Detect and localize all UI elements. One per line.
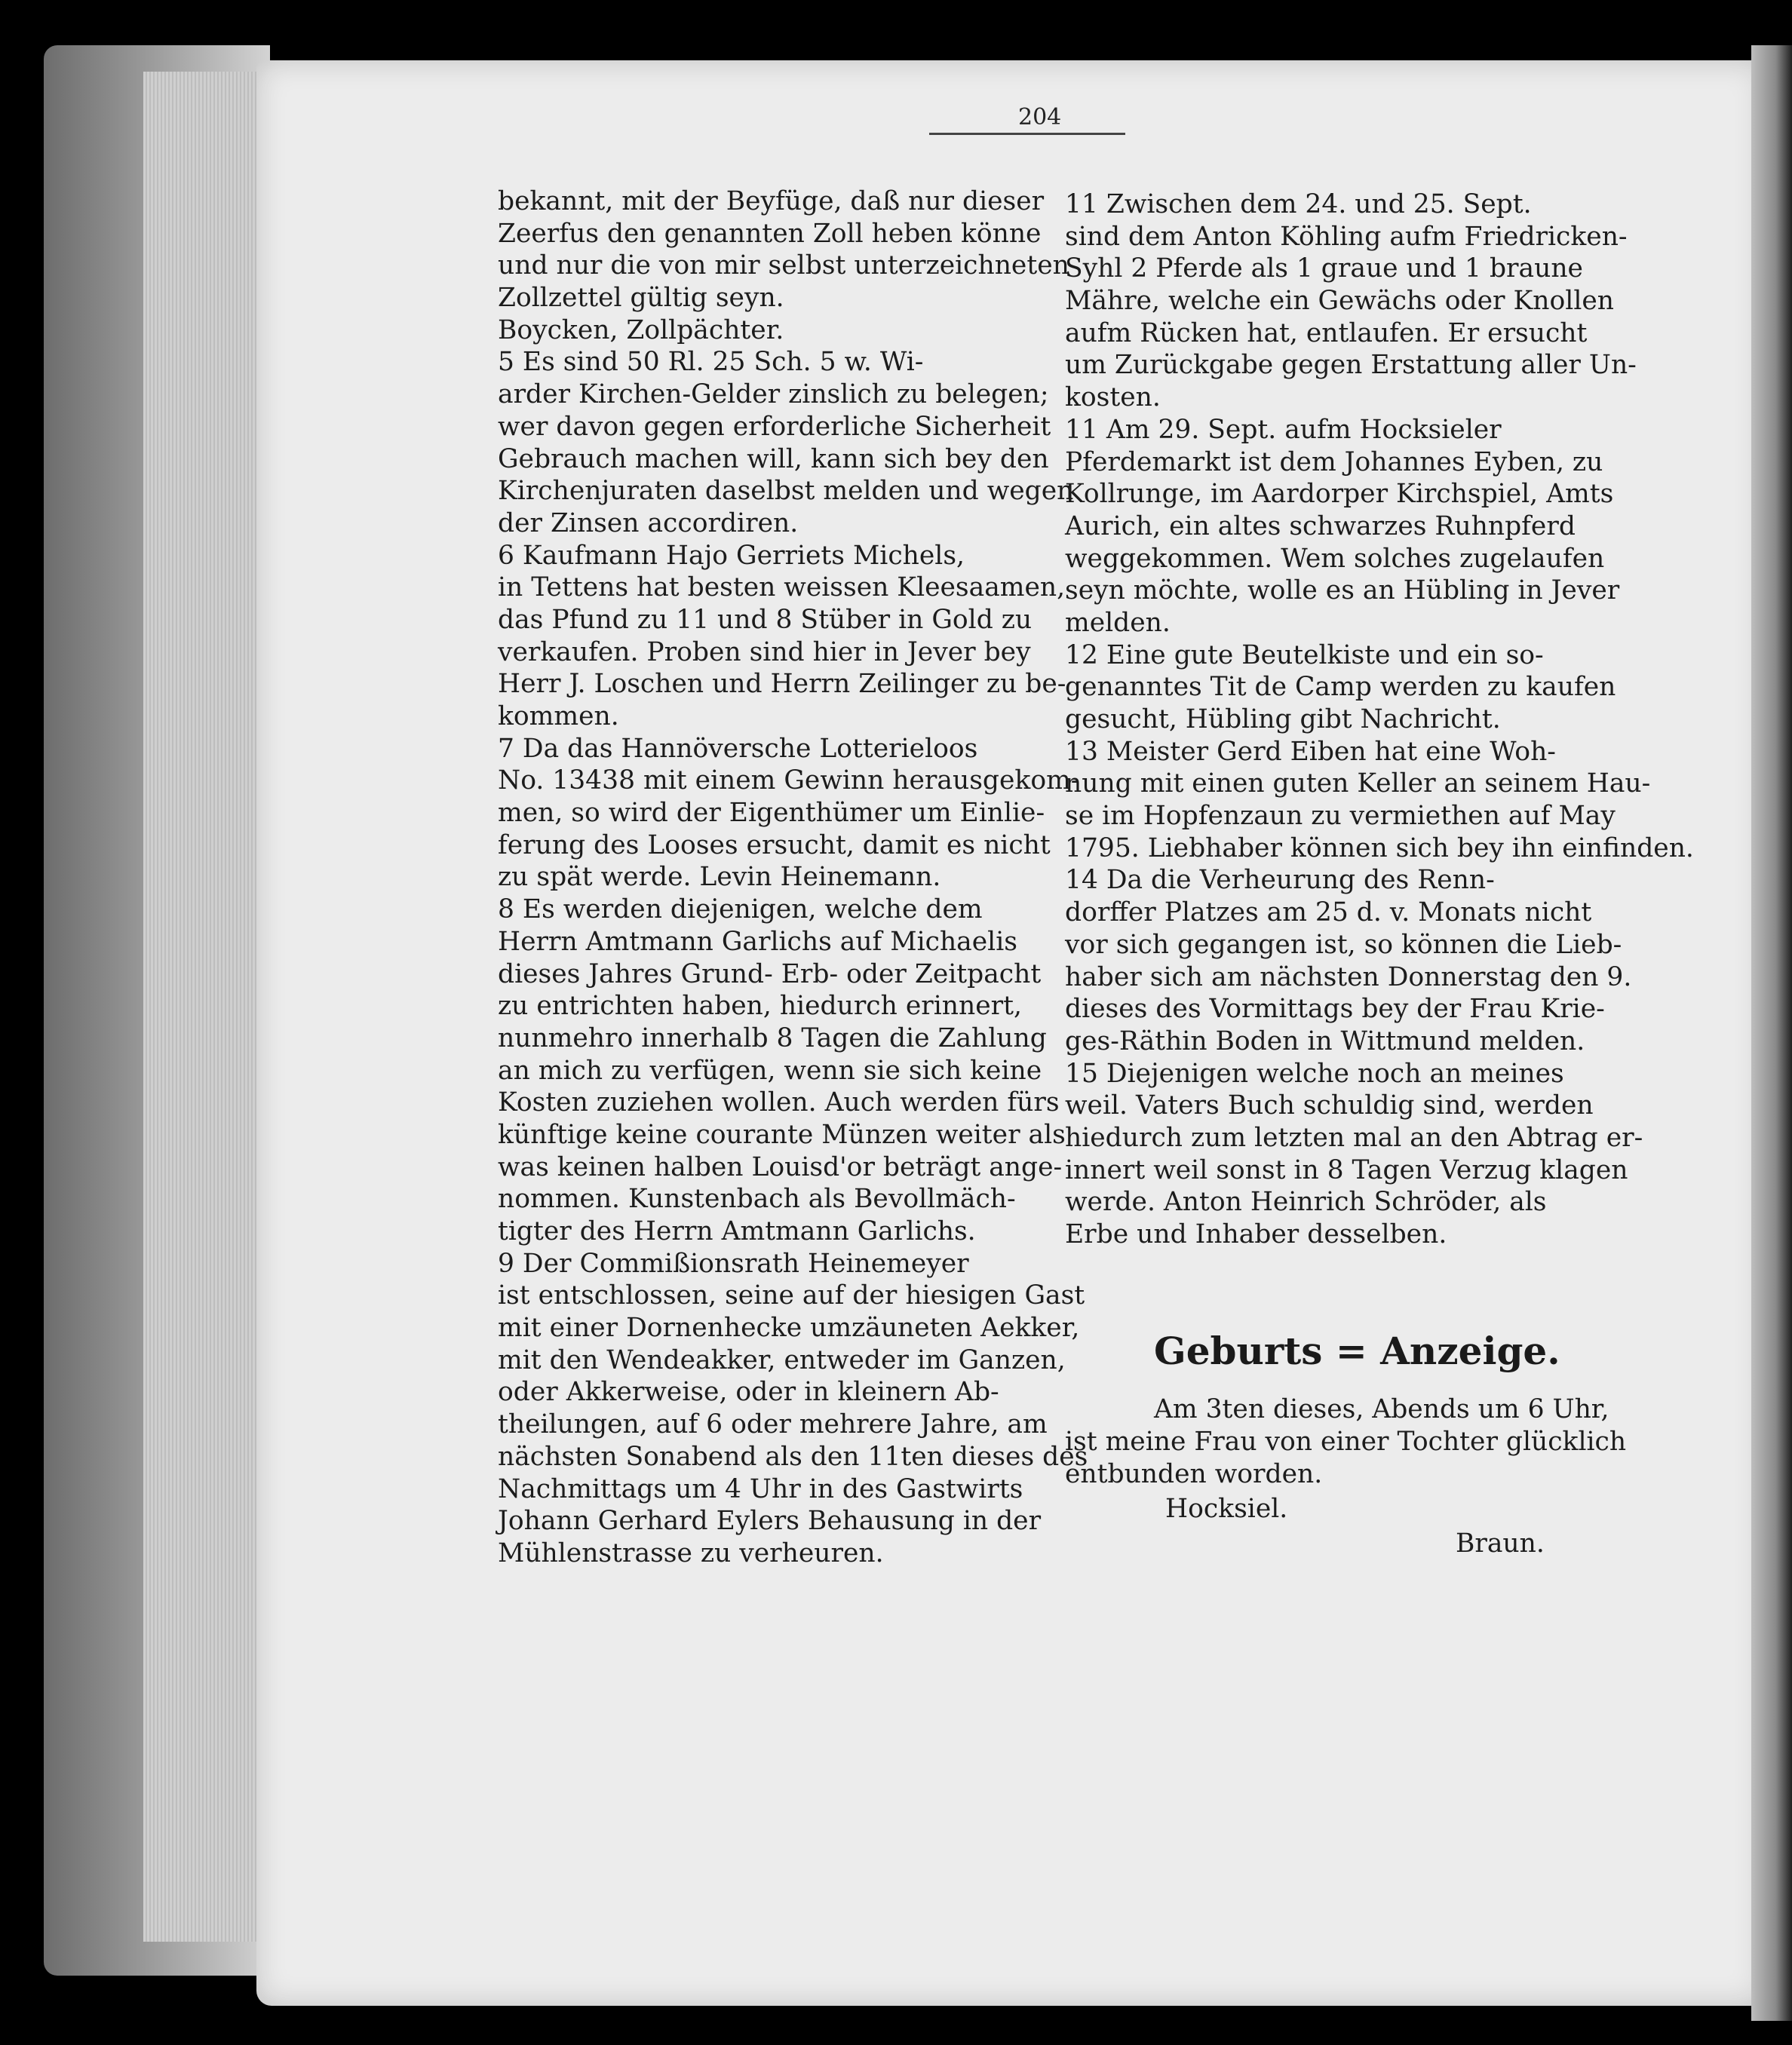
text-line: mit den Wendeakker, entweder im Ganzen, <box>498 1344 1066 1375</box>
right-page-edge <box>1751 45 1792 2021</box>
text-line: melden. <box>1065 607 1171 638</box>
text-line: der Zinsen accordiren. <box>498 507 799 538</box>
right-column <box>1065 189 1694 1251</box>
text-line: haber sich am nächsten Donnerstag den 9. <box>1065 961 1632 992</box>
text-line: Boycken, Zollpächter. <box>498 314 784 345</box>
text-line: No. 13438 mit einem Gewinn herausgekom- <box>498 765 1080 796</box>
text-line: theilungen, auf 6 oder mehrere Jahre, am <box>498 1409 1048 1440</box>
text-line: oder Akkerweise, oder in kleinern Ab- <box>498 1377 999 1408</box>
text-line: künftige keine courante Münzen weiter als <box>498 1119 1066 1150</box>
birth-notice-place: Hocksiel. <box>1165 1494 1288 1524</box>
text-line: 11 Zwischen dem 24. und 25. Sept. <box>1065 189 1532 219</box>
text-line: men, so wird der Eigenthümer um Einlie- <box>498 798 1045 829</box>
text-line: Kollrunge, im Aardorper Kirchspiel, Amts <box>1065 479 1614 510</box>
text-line: weil. Vaters Buch schuldig sind, werden <box>1065 1090 1594 1121</box>
text-line: Zollzettel gültig seyn. <box>498 283 784 314</box>
text-line: Herr J. Loschen und Herrn Zeilinger zu be- <box>498 669 1066 700</box>
text-line: genanntes Tit de Camp werden zu kaufen <box>1065 672 1616 703</box>
text-line: an mich zu verfügen, wenn sie sich keine <box>498 1055 1042 1086</box>
text-line: 13 Meister Gerd Eiben hat eine Woh- <box>1065 736 1556 767</box>
text-line: ferung des Looses ersucht, damit es nicht <box>498 829 1051 860</box>
birth-notice-line: ist meine Frau von einer Tochter glücklich <box>1065 1427 1627 1457</box>
text-line: nunmehro innerhalb 8 Tagen die Zahlung <box>498 1022 1047 1053</box>
text-line: Johann Gerhard Eylers Behausung in der <box>498 1506 1042 1537</box>
text-line: 11 Am 29. Sept. aufm Hocksieler <box>1065 414 1502 445</box>
text-line: nächsten Sonabend als den 11ten dieses des <box>498 1441 1088 1472</box>
text-line: nung mit einen guten Keller an seinem Hau- <box>1065 768 1651 799</box>
text-line: Zeerfus den genannten Zoll heben könne <box>498 218 1042 249</box>
text-line: 7 Da das Hannöversche Lotterieloos <box>498 733 978 764</box>
text-line: 14 Da die Verheurung des Renn- <box>1065 865 1495 896</box>
text-line: 5 Es sind 50 Rl. 25 Sch. 5 w. Wi- <box>498 347 924 378</box>
text-line: ges-Räthin Boden in Wittmund melden. <box>1065 1026 1585 1056</box>
text-line: Mähre, welche ein Gewächs oder Knollen <box>1065 286 1614 317</box>
text-line: das Pfund zu 11 und 8 Stüber in Gold zu <box>498 604 1033 635</box>
text-line: 8 Es werden diejenigen, welche dem <box>498 894 983 925</box>
birth-notice-line: Am 3ten dieses, Abends um 6 Uhr, <box>1154 1394 1609 1424</box>
text-line: Nachmittags um 4 Uhr in des Gastwirts <box>498 1473 1023 1504</box>
text-line: Erbe und Inhaber desselben. <box>1065 1219 1447 1249</box>
birth-notice-heading: Geburts = Anzeige. <box>1154 1329 1560 1373</box>
text-line: Herrn Amtmann Garlichs auf Michaelis <box>498 926 1017 957</box>
text-line: 9 Der Commißionsrath Heinemeyer <box>498 1248 969 1279</box>
text-line: seyn möchte, wolle es an Hübling in Jever <box>1065 575 1620 606</box>
text-line: Pferdemarkt ist dem Johannes Eyben, zu <box>1065 446 1603 477</box>
text-line: 6 Kaufmann Hajo Gerriets Michels, <box>498 540 965 571</box>
text-line: gesucht, Hübling gibt Nachricht. <box>1065 704 1501 734</box>
text-line: um Zurückgabe gegen Erstattung aller Un- <box>1065 350 1637 381</box>
text-line: Gebrauch machen will, kann sich bey den <box>498 443 1049 474</box>
text-line: zu spät werde. Levin Heinemann. <box>498 862 941 893</box>
text-line: arder Kirchen-Gelder zinslich zu belegen; <box>498 379 1049 410</box>
header-rule <box>929 133 1125 135</box>
left-column <box>498 185 1088 1570</box>
text-line: was keinen halben Louisd'or beträgt ange- <box>498 1151 1063 1182</box>
text-line: kommen. <box>498 701 619 731</box>
text-line: bekannt, mit der Beyfüge, daß nur dieser <box>498 186 1045 216</box>
text-line: dorffer Platzes am 25 d. v. Monats nicht <box>1065 897 1592 928</box>
text-line: weggekommen. Wem solches zugelaufen <box>1065 543 1605 574</box>
text-line: 1795. Liebhaber können sich bey ihn einfinden. <box>1065 832 1694 863</box>
text-line: in Tettens hat besten weissen Kleesaamen, <box>498 572 1066 603</box>
text-line: wer davon gegen erforderliche Sicherheit <box>498 411 1051 442</box>
text-line: tigter des Herrn Amtmann Garlichs. <box>498 1216 976 1246</box>
birth-notice-line: entbunden worden. <box>1065 1459 1323 1489</box>
text-line: 15 Diejenigen welche noch an meines <box>1065 1058 1564 1089</box>
text-line: Syhl 2 Pferde als 1 graue und 1 braune <box>1065 253 1583 284</box>
text-line: aufm Rücken hat, entlaufen. Er ersucht <box>1065 317 1588 348</box>
text-line: dieses Jahres Grund- Erb- oder Zeitpacht <box>498 958 1042 989</box>
text-line: innert weil sonst in 8 Tagen Verzug klagen <box>1065 1154 1628 1185</box>
text-line: Aurich, ein altes schwarzes Ruhnpferd <box>1065 510 1576 541</box>
text-line: werde. Anton Heinrich Schröder, als <box>1065 1187 1547 1218</box>
birth-notice-signature: Braun. <box>1456 1528 1545 1559</box>
text-line: sind dem Anton Köhling aufm Friedricken- <box>1065 221 1628 252</box>
text-line: Kirchenjuraten daselbst melden und wegen <box>498 476 1074 507</box>
text-line: verkaufen. Proben sind hier in Jever bey <box>498 636 1031 667</box>
text-line: se im Hopfenzaun zu vermiethen auf May <box>1065 801 1616 832</box>
text-line: 12 Eine gute Beutelkiste und ein so- <box>1065 639 1544 670</box>
text-line: mit einer Dornenhecke umzäuneten Aekker, <box>498 1313 1080 1344</box>
text-line: zu entrichten haben, hiedurch erinnert, <box>498 991 1022 1022</box>
text-line: Mühlenstrasse zu verheuren. <box>498 1538 884 1568</box>
text-line: ist entschlossen, seine auf der hiesigen Gast <box>498 1280 1085 1311</box>
text-line: hiedurch zum letzten mal an den Abtrag er- <box>1065 1122 1643 1153</box>
page-number: 204 <box>1018 104 1062 130</box>
text-line: dieses des Vormittags bey der Frau Krie- <box>1065 994 1605 1025</box>
text-line: Kosten zuziehen wollen. Auch werden fürs <box>498 1087 1060 1118</box>
text-line: kosten. <box>1065 382 1161 413</box>
text-line: und nur die von mir selbst unterzeichneten <box>498 250 1069 281</box>
text-line: vor sich gegangen ist, so können die Lieb- <box>1065 929 1622 960</box>
text-line: nommen. Kunstenbach als Bevollmäch- <box>498 1184 1016 1215</box>
